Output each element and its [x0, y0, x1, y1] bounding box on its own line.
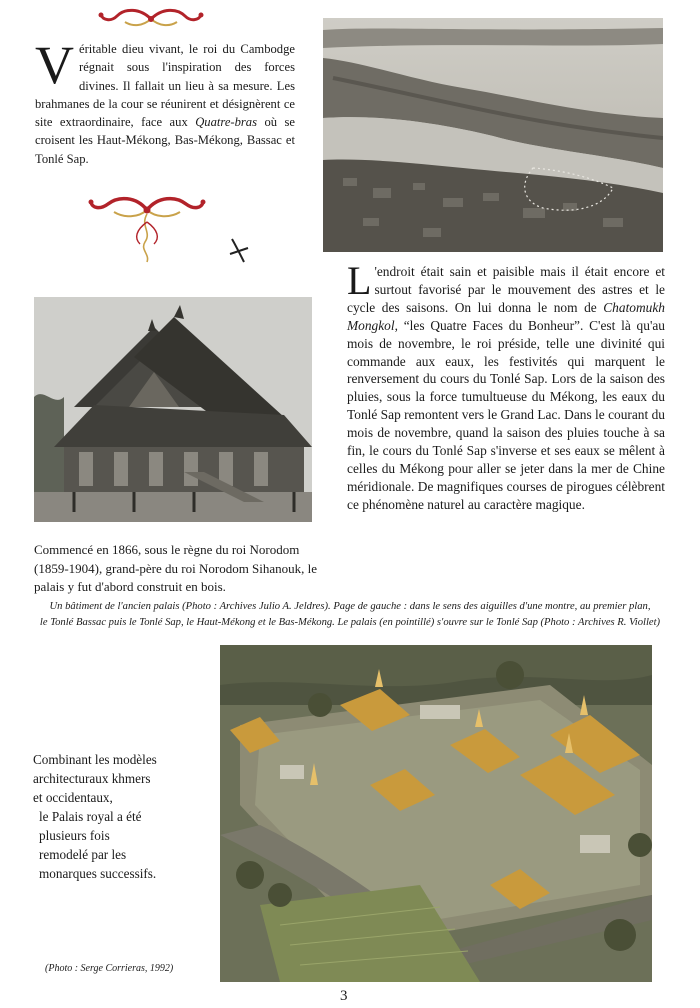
middle-ornament: [88, 192, 206, 266]
palace-caption-line-3: et occidentaux,: [33, 790, 113, 805]
rivers-aerial-photo: [323, 18, 663, 252]
photo-credits-line-1: Un bâtiment de l'ancien palais (Photo : Archives Julio A. Jeldres). Page de gauche : dans le sens des aiguilles d'une montre, au premier plan,: [49, 601, 651, 612]
palace-caption-line-6: remodelé par les: [39, 847, 127, 862]
main-dropcap: L: [347, 258, 372, 303]
palace-photo-credit: (Photo : Serge Corrieras, 1992): [45, 963, 174, 974]
intro-italic-term: Quatre-bras: [195, 115, 258, 130]
page-number: 3: [340, 988, 348, 1004]
top-ornament: [95, 6, 207, 32]
intro-dropcap: V: [35, 35, 74, 95]
palace-caption-line-4: le Palais royal a été: [39, 809, 142, 824]
intro-text-start: éritable dieu vivant, le roi du Cambodge régnait sous l'inspiration des forces divines. Il fallait un lieu à sa mesure. Les brahmanes de la cour se réunirent et désignèrent ce site extraordinaire, face aux: [35, 42, 295, 130]
main-paragraph: [347, 258, 665, 514]
palace-caption: [33, 750, 203, 883]
photo-credits: [8, 599, 692, 631]
palace-caption-line-5: plusieurs fois: [39, 828, 110, 843]
palace-caption-line-1: Combinant les modèles: [33, 752, 157, 767]
main-text-part1: 'endroit était sain et paisible mais il était encore et surtout favorisé par le mouvement des astres et le cycle des saisons. On lui donna le nom de: [347, 264, 665, 315]
palace-caption-line-7: monarques successifs.: [39, 866, 157, 881]
pavilion-photo: [34, 297, 312, 522]
intro-paragraph: [35, 35, 295, 168]
handwritten-mark-icon: [228, 236, 250, 264]
pavilion-caption: Commencé en 1866, sous le règne du roi Norodom (1859-1904), grand-père du roi Norodom Sihanouk, le palais y fut d'abord construit en bois.: [34, 542, 318, 594]
main-text-part2: , “les Quatre Faces du Bonheur”. C'est là qu'au mois de novembre, le roi préside, telle une divinité qui commande aux eaux, les festivités qui marquent le renversement du cours du Tonlé Sap. Lors de la saison des pluies, sous la force tumultueuse du Mékong, les eaux du Tonlé Sap remontent vers le Grand Lac. Dans le courant du mois de novembre, quand la saison des pluies touche à sa fin, le cours du Tonlé Sap s'inverse et ses eaux se mêlent à celles du Mékong pour aller se jeter dans la mer de Chine méridionale. De magnifiques courses de pirogues célèbrent ce phénomène naturel au caractère magique.: [347, 317, 665, 512]
photo-credits-line-2: le Tonlé Bassac puis le Tonlé Sap, le Haut-Mékong et le Bas-Mékong. Le palais (en pointillé) s'ouvre sur le Tonlé Sap (Photo : Archives R. Viollet): [39, 617, 661, 628]
palace-caption-line-2: architecturaux khmers: [33, 771, 151, 786]
intro-text-end: où se croisent les Haut-Mékong, Bas-Mékong, Bassac et Tonlé Sap.: [35, 115, 295, 166]
main-italic-name: Chatomukh Mongkol: [347, 299, 665, 333]
royal-palace-aerial-photo: [220, 645, 652, 982]
